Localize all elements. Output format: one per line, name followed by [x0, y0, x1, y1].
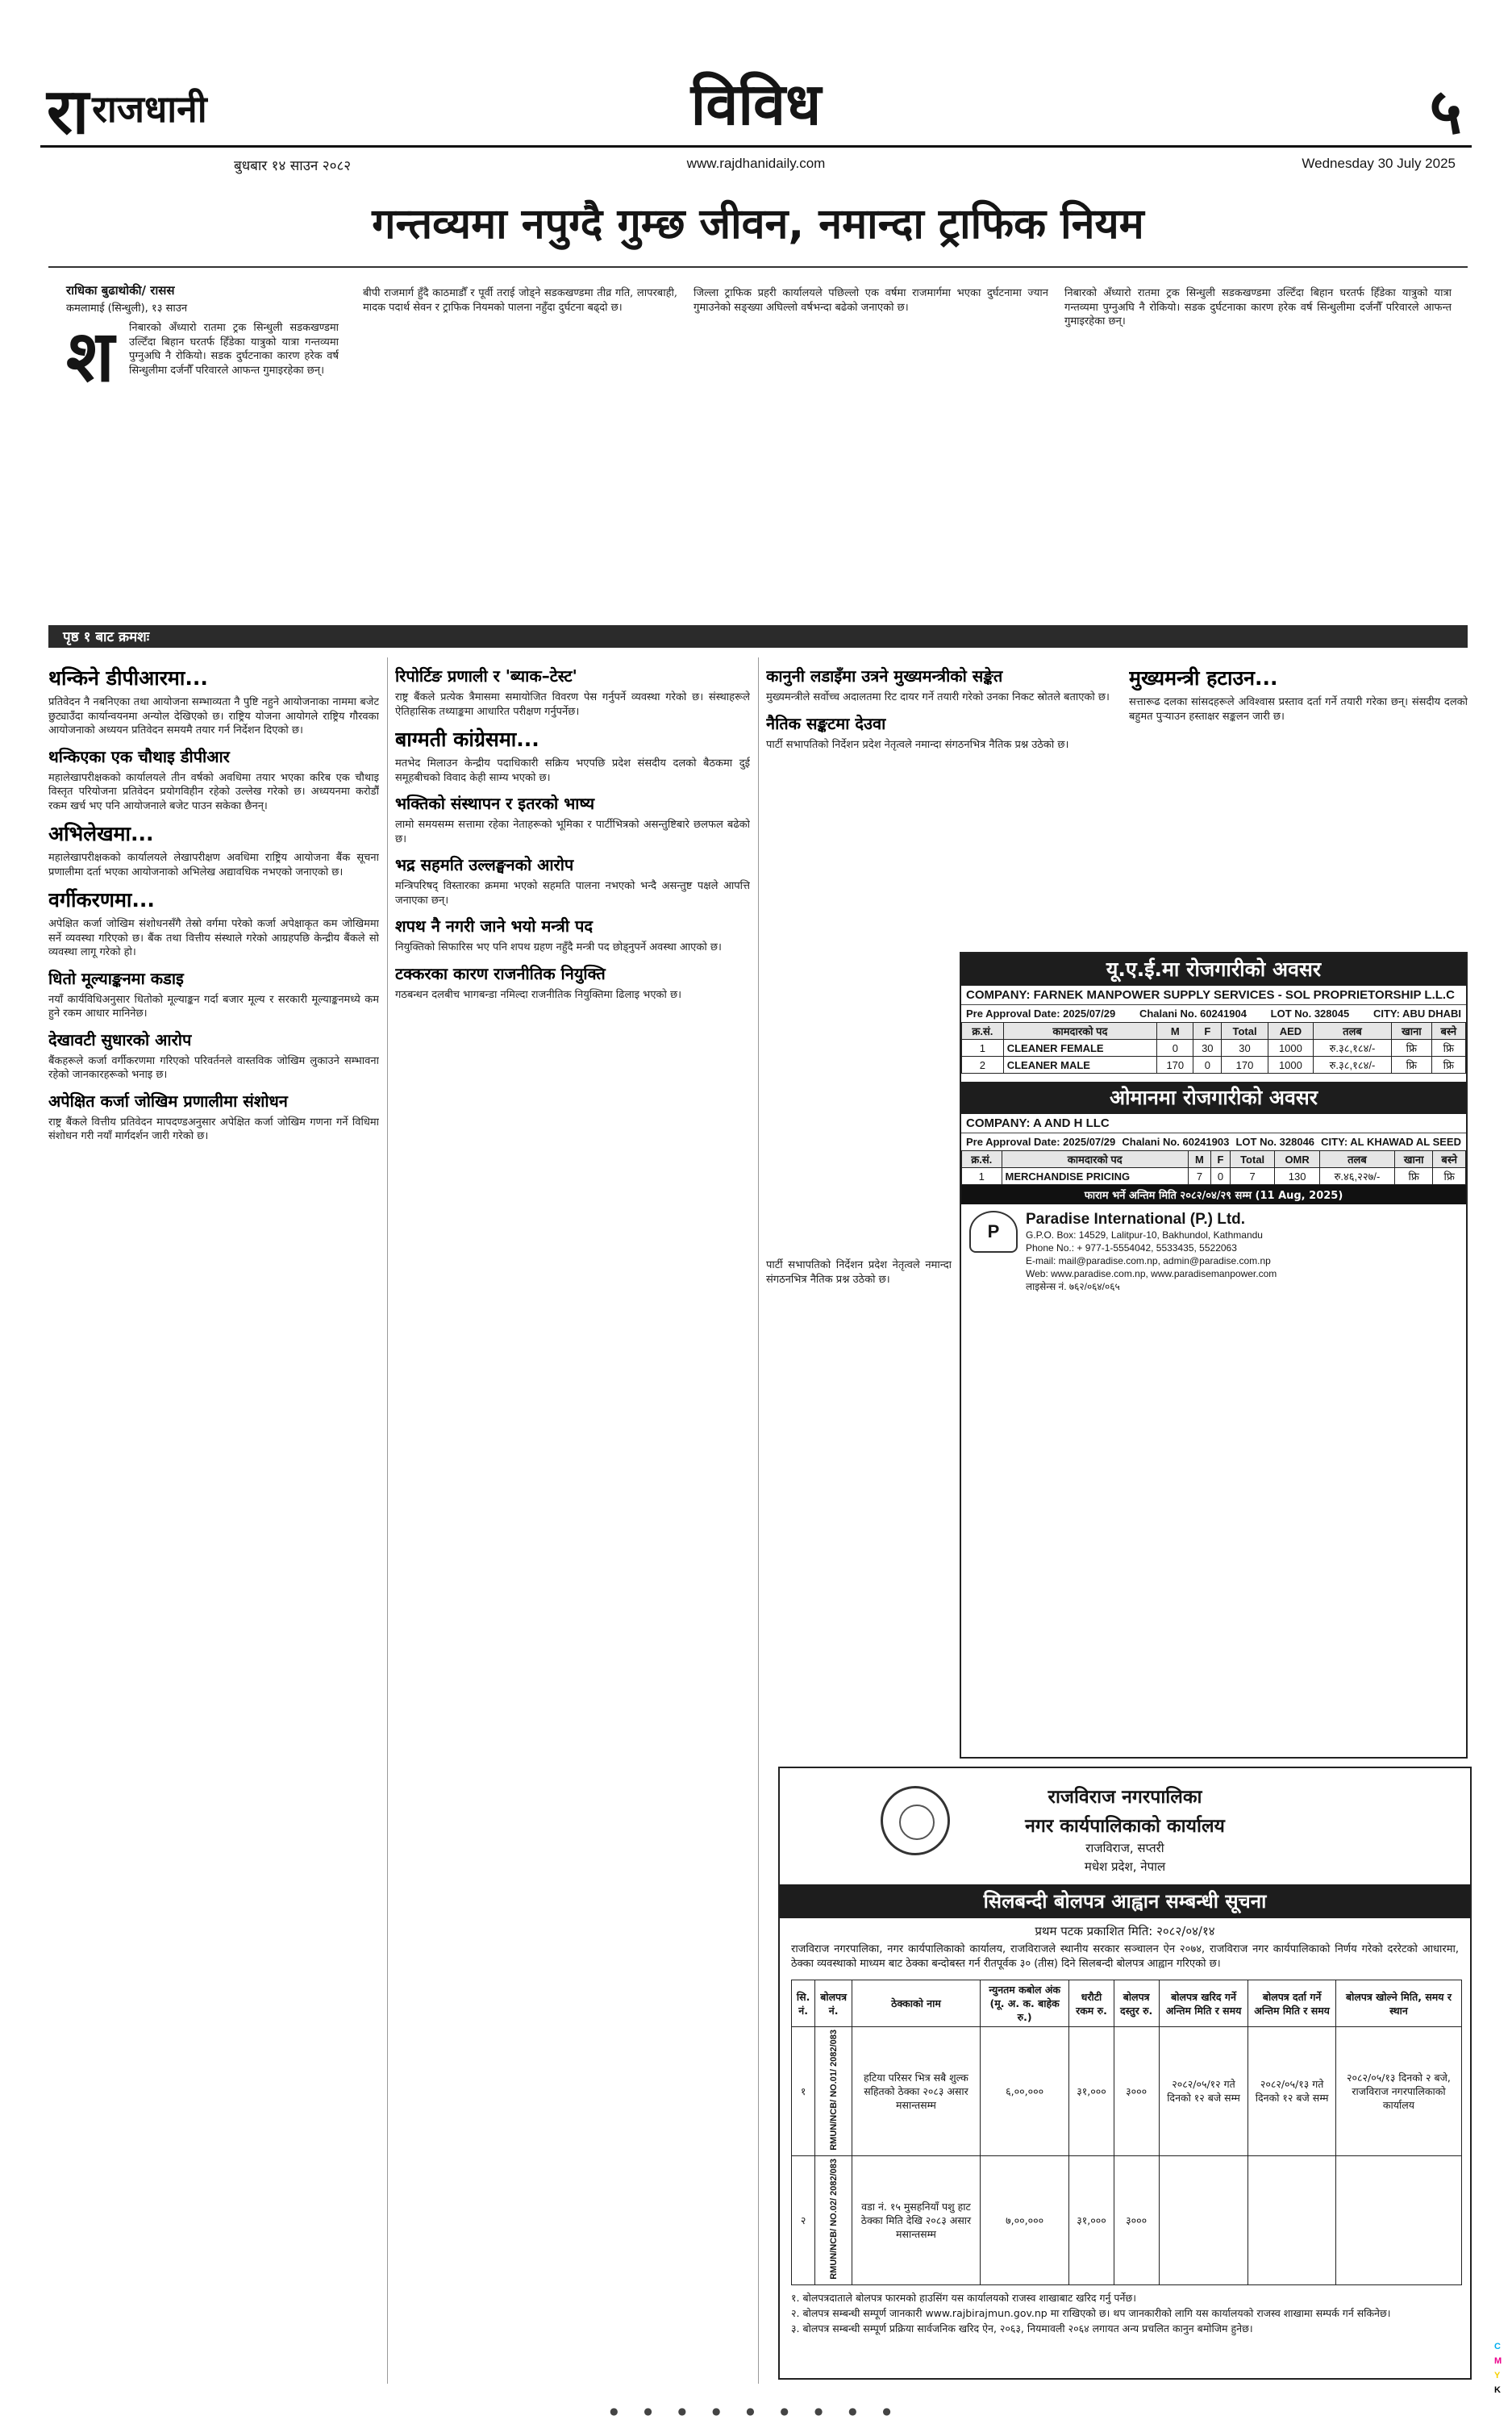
column-header: M	[1188, 1151, 1210, 1168]
column-3	[766, 657, 1121, 948]
column-header: F	[1193, 1023, 1222, 1040]
agency-block	[961, 1204, 1466, 1300]
column-4	[1129, 657, 1468, 948]
article-title: टक्करका कारण राजनीतिक नियुक्ति	[395, 963, 606, 983]
article-excerpt: राष्ट्र बैंकले वित्तीय प्रतिवेदन मापदण्डअनुसार अपेक्षित कर्जा जोखिम गणना गर्ने विधिमा संशोधन गरी नयाँ मार्गदर्शन जारी गरेको छ।	[48, 1116, 379, 1142]
article-title: रिपोर्टिङ प्रणाली र 'ब्याक–टेस्ट'	[395, 666, 577, 686]
column-header: बोलपत्र खरिद गर्ने अन्तिम मिति र समय	[1159, 1980, 1248, 2027]
column-header: Total	[1222, 1023, 1268, 1040]
agency-license: लाइसेन्स नं. ७६२/०६४/०६५	[1026, 1281, 1120, 1292]
column-header: बोलपत्र नं.	[815, 1980, 852, 2027]
article-title: थन्किने डीपीआरमा...	[48, 666, 208, 690]
column-header: क्र.सं.	[962, 1023, 1004, 1040]
table-cell: 0	[1157, 1040, 1193, 1057]
cmyk-letter: M	[1494, 2356, 1502, 2366]
table-cell: रु.४६,२२७/-	[1319, 1168, 1394, 1185]
lead-paragraph: बीपी राजमार्ग हुँदै काठमाडौँ र पूर्वी तराई जोड्ने सडकखण्डमा तीव्र गति, लापरबाही, मादक पदार्थ सेवन र ट्राफिक नियमको पालना नहुँदा दुर्घटना बढ्दो छ।	[363, 287, 677, 314]
tender-notice	[778, 1767, 1472, 2380]
column-header: ठेक्काको नाम	[852, 1980, 980, 2027]
table-cell: 7	[1188, 1168, 1210, 1185]
article-excerpt: महालेखापरीक्षकको कार्यालयले तीन वर्षको अवधिमा तयार भएका करिब एक चौथाइ विस्तृत परियोजना प्रतिवेदन प्रयोगविहीन रहेको उल्लेख गरेको छ। अध्ययनमा करोडौँ रकम खर्च भए पनि आयोजनाले बजेट पाउन सकेका छैनन्।	[48, 771, 379, 812]
date-english: Wednesday 30 July 2025	[1302, 156, 1456, 171]
tender-intro: राजविराज नगरपालिका, नगर कार्यपालिकाको कार्यालय, राजविराजले स्थानीय सरकार सञ्चालन ऐन २०७४, राजविराज नगर कार्यपालिकाको निर्णय गरेको दररेटको आधारमा, ठेक्का व्यवस्थाको माध्यम बाट ठेक्का बन्दोबस्त गर्न रीतपूर्वक ३० (तीस) दिने सिलबन्दी बोलपत्र आह्वान गरिएको छ।	[791, 1943, 1459, 1970]
company-name: COMPANY: FARNEK MANPOWER SUPPLY SERVICES - SOL PROPRIETORSHIP L.L.C	[961, 986, 1466, 1005]
tender-note: १. बोलपत्रदाताले बोलपत्र फारमको हाउसिंग यस कार्यालयको राजस्व शाखाबाट खरिद गर्नु पर्नेछ।	[791, 2291, 1136, 2304]
table-cell	[815, 2155, 852, 2284]
drop-cap: श	[66, 315, 115, 398]
print-registration-marks: ● ● ● ● ● ● ● ● ●	[610, 2405, 902, 2417]
website-url[interactable]: www.rajdhanidaily.com	[686, 156, 826, 171]
article-excerpt: मतभेद मिलाउन केन्द्रीय पदाधिकारी सक्रिय भएपछि प्रदेश संसदीय दलको बैठकमा दुई समूहबीचको विवाद केही साम्य भएको छ।	[395, 757, 750, 784]
table-cell: १	[792, 2027, 815, 2156]
table-cell: 1	[962, 1168, 1002, 1185]
column-header: न्युनतम कबोल अंक (मू. अ. क. बाहेक रु.)	[980, 1980, 1068, 2027]
table-cell: 2	[962, 1057, 1004, 1074]
column-header: कामदारको पद	[1003, 1023, 1156, 1040]
column-header: कामदारको पद	[1002, 1151, 1188, 1168]
article-excerpt: अपेक्षित कर्जा जोखिम संशोधनसँगै तेस्रो वर्गमा परेको कर्जा अपेक्षाकृत कम जोखिममा सर्ने व्यवस्था गरिएको छ। बैंक तथा वित्तीय संस्थाले गरेको आग्रहपछि केन्द्रीय बैंकले सो व्यवस्था लागू गरेको हो।	[48, 918, 379, 958]
article-excerpt: नयाँ कार्यविधिअनुसार धितोको मूल्याङ्कन गर्दा बजार मूल्य र सरकारी मूल्याङ्कनमध्ये कम हुने रकम आधार मानिनेछ।	[48, 993, 379, 1020]
table-cell	[1248, 2155, 1336, 2284]
article-title: कानुनी लडाइँमा उत्रने मुख्यमन्त्रीको सङ्केत	[766, 666, 1003, 686]
agency-phone: Phone No.: + 977-1-5554042, 5533435, 5522063	[1026, 1242, 1237, 1254]
table-row	[962, 1040, 1466, 1057]
article-title: मुख्यमन्त्री हटाउन...	[1129, 666, 1278, 690]
table-cell: २०८२/०५/१३ गते दिनको १२ बजे सम्म	[1248, 2027, 1336, 2156]
column-header: तलब	[1319, 1151, 1394, 1168]
table-cell: ३०००	[1114, 2027, 1159, 2156]
cmyk-marks	[1494, 2339, 1506, 2397]
cmyk-letter: K	[1494, 2385, 1501, 2395]
table-cell: MERCHANDISE PRICING	[1002, 1168, 1188, 1185]
article-excerpt: नियुक्तिको सिफारिस भए पनि शपथ ग्रहण नहुँदै मन्त्री पद छोड्नुपर्ने अवस्था आएको छ।	[395, 941, 722, 953]
job-advertisement	[960, 952, 1468, 1759]
column-3-lower	[766, 1258, 952, 1759]
table-cell: 130	[1275, 1168, 1320, 1185]
table-cell: फ्रि	[1431, 1040, 1465, 1057]
section-title: विविध	[690, 70, 822, 138]
table-cell: ६,००,०००	[980, 2027, 1068, 2156]
table-cell: ३१,०००	[1069, 2155, 1114, 2284]
article-title: थन्किएका एक चौथाइ डीपीआर	[48, 746, 230, 766]
table-cell: 30	[1222, 1040, 1268, 1057]
page-number: ५	[1429, 76, 1462, 148]
table-row	[962, 1057, 1466, 1074]
table-cell: 170	[1157, 1057, 1193, 1074]
article-excerpt: लामो समयसम्म सत्तामा रहेका नेताहरूको भूमिका र पार्टीभित्रको असन्तुष्टिबारे छलफल बढेको छ।	[395, 819, 750, 845]
table-cell: 1000	[1268, 1040, 1313, 1057]
article-excerpt: पार्टी सभापतिको निर्देशन प्रदेश नेतृत्वले नमान्दा संगठनभित्र नैतिक प्रश्न उठेको छ।	[766, 738, 1069, 751]
lead-column-2	[363, 286, 677, 609]
column-header: AED	[1268, 1023, 1313, 1040]
column-header: तलब	[1313, 1023, 1391, 1040]
city: CITY: AL KHAWAD AL SEED	[1321, 1136, 1461, 1148]
column-header: M	[1157, 1023, 1193, 1040]
city: CITY: ABU DHABI	[1372, 1008, 1461, 1020]
table-cell: 30	[1193, 1040, 1222, 1057]
logo-mark: रा	[47, 76, 90, 148]
table-cell: फ्रि	[1433, 1168, 1466, 1185]
column-header: धरौटी रकम रु.	[1069, 1980, 1114, 2027]
table-cell: २०८२/०५/१३ दिनको २ बजे, राजविराज नगरपालिकाको कार्यालय	[1335, 2027, 1461, 2156]
company-name: COMPANY: A AND H LLC	[961, 1114, 1466, 1133]
column-header: क्र.सं.	[962, 1151, 1002, 1168]
chalani-number: Chalani No. 60241904	[1139, 1008, 1247, 1020]
agency-web[interactable]: Web: www.paradise.com.np, www.paradisemanpower.com	[1026, 1268, 1277, 1279]
article-title: अभिलेखमा...	[48, 822, 154, 845]
tender-number: RMUN/NCB/ NO.01/ 2082/083	[828, 2030, 839, 2151]
table-header-row	[962, 1151, 1466, 1168]
job-table-oman	[961, 1150, 1466, 1185]
table-cell	[1159, 2155, 1248, 2284]
article-excerpt: महालेखापरीक्षकको कार्यालयले लेखापरीक्षण अवधिमा राष्ट्रिय आयोजना बैंक सूचना प्रणालीमा दर्ता भएका आयोजनाको अभिलेख अद्यावधिक नभएको जनाएको छ।	[48, 852, 379, 878]
table-cell: ७,००,०००	[980, 2155, 1068, 2284]
cmyk-letter: Y	[1494, 2371, 1501, 2380]
column-header: OMR	[1275, 1151, 1320, 1168]
table-cell: फ्रि	[1392, 1040, 1432, 1057]
tender-note: ३. बोलपत्र सम्बन्धी सम्पूर्ण प्रक्रिया सार्वजनिक खरिद ऐन, २०६३, नियमावली २०६४ लगायत अन्य प्रचलित कानुन बमोजिम हुनेछ।	[791, 2322, 1253, 2334]
table-row	[962, 1168, 1466, 1185]
chalani-number: Chalani No. 60241903	[1122, 1136, 1230, 1148]
table-cell	[1335, 2155, 1461, 2284]
table-header-row	[962, 1023, 1466, 1040]
table-cell: फ्रि	[1392, 1057, 1432, 1074]
table-cell: CLEANER MALE	[1003, 1057, 1156, 1074]
article-excerpt: मन्त्रिपरिषद् विस्तारका क्रममा भएको सहमति पालना नभएको भन्दै असन्तुष्ट पक्षले आपत्ति जनाएका छन्।	[395, 880, 750, 907]
table-cell: 7	[1230, 1168, 1274, 1185]
tender-number: RMUN/NCB/ NO.02/ 2082/083	[828, 2158, 839, 2280]
article-excerpt: मुख्यमन्त्रीले सर्वोच्च अदालतमा रिट दायर गर्ने तयारी गरेको उनका निकट स्रोतले बताएको छ।	[766, 691, 1110, 703]
article-excerpt: राष्ट्र बैंकले प्रत्येक त्रैमासमा समायोजित विवरण पेस गर्नुपर्ने व्यवस्था गरेको छ। संस्थाहरूले ऐतिहासिक तथ्याङ्कमा आधारित परीक्षण गर्नुपर्नेछ।	[395, 691, 750, 718]
table-cell: २	[792, 2155, 815, 2284]
masthead-rule	[40, 145, 1472, 148]
office-name: नगर कार्यपालिकाको कार्यालय	[1025, 1816, 1225, 1837]
lead-headline: गन्तव्यमा नपुग्दै गुम्छ जीवन, नमान्दा ट्राफिक नियम	[372, 200, 1144, 248]
job-ad-meta	[961, 1005, 1466, 1022]
municipality-emblem-icon	[881, 1786, 950, 1855]
job-ad-title-oman: ओमानमा रोजगारीको अवसर	[961, 1082, 1466, 1114]
article-excerpt: बैंकहरूले कर्जा वर्गीकरणमा गरिएको परिवर्तनले वास्तविक जोखिम लुकाउने सम्भावना रहेको जानकारहरूको भनाइ छ।	[48, 1054, 379, 1081]
masthead	[40, 24, 1472, 174]
table-cell: रु.३८,१८४/-	[1313, 1057, 1391, 1074]
table-cell: CLEANER FEMALE	[1003, 1040, 1156, 1057]
publish-date: प्रथम पटक प्रकाशित मिति: २०८२/०४/१४	[1035, 1924, 1215, 1938]
application-deadline: फाराम भर्ने अन्तिम मिति २०८२/०४/२९ सम्म (11 Aug, 2025)	[961, 1185, 1466, 1204]
table-cell: 1000	[1268, 1057, 1313, 1074]
agency-email[interactable]: E-mail: mail@paradise.com.np, admin@paradise.com.np	[1026, 1255, 1271, 1266]
column-header: बोलपत्र दस्तुर रु.	[1114, 1980, 1159, 2027]
paradise-logo-icon: P	[969, 1211, 1018, 1253]
lead-paragraph: जिल्ला ट्राफिक प्रहरी कार्यालयले पछिल्लो एक वर्षमा राजमार्गमा भएका दुर्घटनामा ज्यान गुमाउनेको सङ्ख्या अघिल्लो वर्षभन्दा बढेको जनाएको छ।	[694, 287, 1048, 314]
table-cell: 170	[1222, 1057, 1268, 1074]
article-excerpt: गठबन्धन दलबीच भागबन्डा नमिल्दा राजनीतिक नियुक्तिमा ढिलाइ भएको छ।	[395, 988, 682, 1001]
column-1	[48, 657, 379, 2384]
column-header: बोलपत्र दर्ता गर्ने अन्तिम मिति र समय	[1248, 1980, 1336, 2027]
tender-table	[791, 1980, 1462, 2285]
table-cell: २०८२/०५/१२ गते दिनको १२ बजे सम्म	[1159, 2027, 1248, 2156]
job-ad-title-uae: यू.ए.ई.मा रोजगारीको अवसर	[961, 953, 1466, 986]
lead-column-4	[1064, 286, 1452, 609]
job-table-uae	[961, 1022, 1466, 1074]
table-cell: ३०००	[1114, 2155, 1159, 2284]
article-excerpt: पार्टी सभापतिको निर्देशन प्रदेश नेतृत्वले नमान्दा संगठनभित्र नैतिक प्रश्न उठेको छ।	[766, 1259, 952, 1286]
column-header: बस्ने	[1431, 1023, 1465, 1040]
tender-notes	[780, 2290, 1470, 2336]
table-cell: वडा नं. १५ मुसहनियाँ पशु हाट ठेक्का मिति देखि २०८३ असार मसान्तसम्म	[852, 2155, 980, 2284]
tender-note: २. बोलपत्र सम्बन्धी सम्पूर्ण जानकारी www.rajbirajmun.gov.np मा राखिएको छ। थप जानकारीको लागि यस कार्यालयको राजस्व शाखामा सम्पर्क गर्न सकिनेछ।	[791, 2306, 1391, 2319]
article-title: धितो मूल्याङ्कनमा कडाइ	[48, 968, 184, 988]
municipality-name: राजविराज नगरपालिका	[1048, 1787, 1202, 1808]
column-header: सि. नं.	[792, 1980, 815, 2027]
table-row	[792, 2027, 1462, 2156]
article-title: देखावटी सुधारको आरोप	[48, 1029, 192, 1049]
lead-paragraph: निबारको अँध्यारो रातमा ट्रक सिन्धुली सडकखण्डमा उल्टिँदा बिहान घरतर्फ हिँडेका यात्रुको यात्रा गन्तव्यमा पुग्नुअघि नै रोकियो। सडक दुर्घटनाका कारण हरेक वर्ष सिन्धुलीमा दर्जनौँ परिवारले आफन्त गुमाइरहेका छन्।	[129, 322, 339, 377]
article-title: शपथ नै नगरी जाने भयो मन्त्री पद	[395, 916, 593, 936]
column-header: बोलपत्र खोल्ने मिति, समय र स्थान	[1335, 1980, 1461, 2027]
lead-dateline: कमलामाई (सिन्धुली), १३ साउन	[66, 302, 188, 315]
column-divider	[387, 657, 388, 2384]
table-cell: 1	[962, 1040, 1004, 1057]
table-cell: फ्रि	[1431, 1057, 1465, 1074]
column-header: बस्ने	[1433, 1151, 1466, 1168]
lead-column-1	[129, 321, 339, 611]
article-excerpt: सत्तारूढ दलका सांसदहरूले अविश्वास प्रस्ताव दर्ता गर्ने तयारी गरेका छन्। संसदीय दलको बहुमत पुर्‍याउन हस्ताक्षर सङ्कलन जारी छ।	[1129, 696, 1468, 723]
table-cell: 0	[1193, 1057, 1222, 1074]
article-title: बाग्मती कांग्रेसमा...	[395, 728, 539, 751]
pre-approval-date: Pre Approval Date: 2025/07/29	[966, 1136, 1116, 1148]
table-row	[792, 2155, 1462, 2284]
table-cell: रु.३८,१८४/-	[1313, 1040, 1391, 1057]
agency-address: G.P.O. Box: 14529, Lalitpur-10, Bakhundol, Kathmandu	[1026, 1229, 1263, 1241]
table-cell: ३१,०००	[1069, 2027, 1114, 2156]
date-nepali: बुधबार १४ साउन २०८२	[234, 158, 352, 174]
column-header: F	[1211, 1151, 1231, 1168]
lot-number: LOT No. 328045	[1270, 1008, 1350, 1020]
table-cell: 0	[1211, 1168, 1231, 1185]
column-2	[395, 657, 750, 2384]
column-header: खाना	[1394, 1151, 1433, 1168]
pre-approval-date: Pre Approval Date: 2025/07/29	[966, 1008, 1116, 1020]
lead-paragraph: निबारको अँध्यारो रातमा ट्रक सिन्धुली सडकखण्डमा उल्टिँदा बिहान घरतर्फ हिँडेका यात्रुको यात्रा गन्तव्यमा पुग्नुअघि नै रोकियो। सडक दुर्घटनाका कारण हरेक वर्ष सिन्धुलीमा दर्जनौँ परिवारले आफन्त गुमाइरहेका छन्।	[1064, 287, 1452, 328]
tender-banner: सिलबन्दी बोलपत्र आह्वान सम्बन्धी सूचना	[780, 1884, 1470, 1918]
table-cell: फ्रि	[1394, 1168, 1433, 1185]
article-excerpt: प्रतिवेदन नै नबनिएका तथा आयोजना सम्भाव्यता नै पुष्टि नहुने आयोजनाका नाममा बजेट छुट्याउँदा कार्यान्वयनमा अन्योल देखिएको छ। राष्ट्रिय योजना आयोगले राष्ट्रिय गौरवका आयोजनाको अध्ययन प्रतिवेदन समयमै तयार गर्न निर्देशन दिएको छ।	[48, 696, 379, 736]
article-title: वर्गीकरणमा...	[48, 888, 155, 912]
lead-byline: राधिका बुढाथोकी/ रासस	[66, 283, 175, 298]
agency-name: Paradise International (P.) Ltd.	[1026, 1211, 1246, 1228]
office-province: मधेश प्रदेश, नेपाल	[1084, 1859, 1166, 1874]
article-title: नैतिक सङ्कटमा देउवा	[766, 713, 886, 733]
table-cell: हटिया परिसर भित्र सबै शुल्क सहितको ठेक्का २०८३ असार मसान्तसम्म	[852, 2027, 980, 2156]
table-header-row	[792, 1980, 1462, 2027]
lead-column-3	[694, 286, 1048, 609]
article-title: भद्र सहमति उल्लङ्घनको आरोप	[395, 855, 574, 874]
headline-rule	[48, 266, 1468, 268]
column-header: खाना	[1392, 1023, 1432, 1040]
office-address: राजविराज, सप्तरी	[1085, 1841, 1164, 1855]
column-header: Total	[1230, 1151, 1274, 1168]
column-divider	[758, 657, 759, 2384]
article-title: भक्तिको संस्थापन र इतरको भाष्य	[395, 794, 595, 813]
cmyk-letter: C	[1494, 2342, 1501, 2351]
continued-from-page-1-bar: पृष्ठ १ बाट क्रमशः	[48, 625, 1468, 648]
job-ad-meta	[961, 1133, 1466, 1150]
table-cell	[815, 2027, 852, 2156]
lot-number: LOT No. 328046	[1235, 1136, 1315, 1148]
logo-text: राजधानी	[92, 87, 207, 131]
article-title: अपेक्षित कर्जा जोखिम प्रणालीमा संशोधन	[48, 1091, 288, 1111]
